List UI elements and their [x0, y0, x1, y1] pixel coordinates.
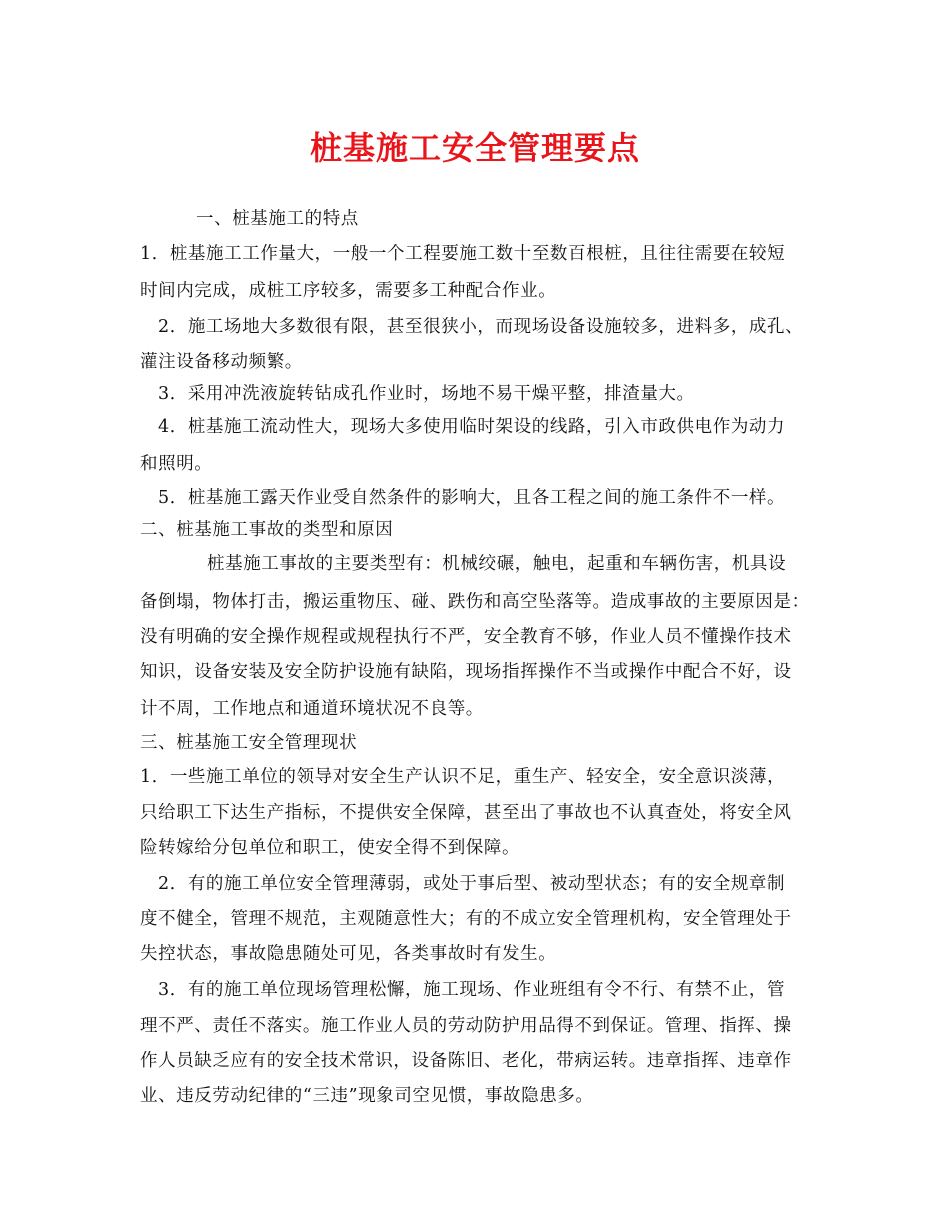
paragraph-line: 和照明。: [140, 454, 213, 474]
paragraph-line: 4．桩基施工流动性大，现场大多使用临时架设的线路，引入市政供电作为动力: [158, 417, 786, 437]
paragraph-line: 计不周，工作地点和通道环境状况不良等。: [140, 699, 484, 719]
paragraph-line: 知识，设备安装及安全防护设施有缺陷，现场指挥操作不当或操作中配合不好，设: [140, 662, 792, 682]
document-title: 桩基施工安全管理要点: [309, 129, 640, 167]
paragraph-line: 没有明确的安全操作规程或规程执行不严，安全教育不够，作业人员不懂操作技术: [140, 627, 792, 647]
section-heading-3: 三、桩基施工安全管理现状: [140, 733, 358, 753]
paragraph-line: 度不健全，管理不规范，主观随意性大；有的不成立安全管理机构，安全管理处于: [140, 909, 792, 929]
paragraph-line: 5．桩基施工露天作业受自然条件的影响大，且各工程之间的施工条件不一样。: [158, 488, 786, 508]
paragraph-line: 险转嫁给分包单位和职工，使安全得不到保障。: [140, 838, 521, 858]
paragraph-line: 业、违反劳动纪律的“三违”现象司空见惯，事故隐患多。: [140, 1086, 594, 1106]
section-heading-2: 二、桩基施工事故的类型和原因: [140, 520, 394, 540]
paragraph-line: 1．桩基施工工作量大，一般一个工程要施工数十至数百根桩，且往往需要在较短: [140, 244, 786, 264]
paragraph-line: 2．施工场地大多数很有限，甚至很狭小，而现场设备设施较多，进料多，成孔、: [158, 317, 804, 337]
paragraph-line: 3．有的施工单位现场管理松懈，施工现场、作业班组有令不行、有禁不止，管: [158, 980, 786, 1000]
paragraph-line: 失控状态，事故隐患随处可见，各类事故时有发生。: [140, 944, 557, 964]
paragraph-line: 只给职工下达生产指标，不提供安全保障，甚至出了事故也不认真查处，将安全风: [140, 803, 792, 823]
paragraph-line: 桩基施工事故的主要类型有：机械绞碾，触电，起重和车辆伤害，机具设: [207, 554, 787, 574]
paragraph-line: 作人员缺乏应有的安全技术常识，设备陈旧、老化，带病运转。违章指挥、违章作: [140, 1051, 792, 1071]
paragraph-line: 理不严、责任不落实。施工作业人员的劳动防护用品得不到保证。管理、指挥、操: [140, 1016, 792, 1036]
paragraph-line: 1．一些施工单位的领导对安全生产认识不足，重生产、轻安全，安全意识淡薄，: [140, 767, 786, 787]
paragraph-line: 备倒塌，物体打击，搬运重物压、碰、跌伤和高空坠落等。造成事故的主要原因是：: [140, 592, 810, 612]
section-heading-1: 一、桩基施工的特点: [196, 209, 359, 229]
paragraph-line: 2．有的施工单位安全管理薄弱，或处于事后型、被动型状态；有的安全规章制: [158, 874, 786, 894]
paragraph-line: 3．采用冲洗液旋转钻成孔作业时，场地不易干燥平整，排渣量大。: [158, 384, 695, 404]
paragraph-line: 时间内完成，成桩工序较多，需要多工种配合作业。: [140, 281, 557, 301]
paragraph-line: 灌注设备移动频繁。: [140, 352, 303, 372]
